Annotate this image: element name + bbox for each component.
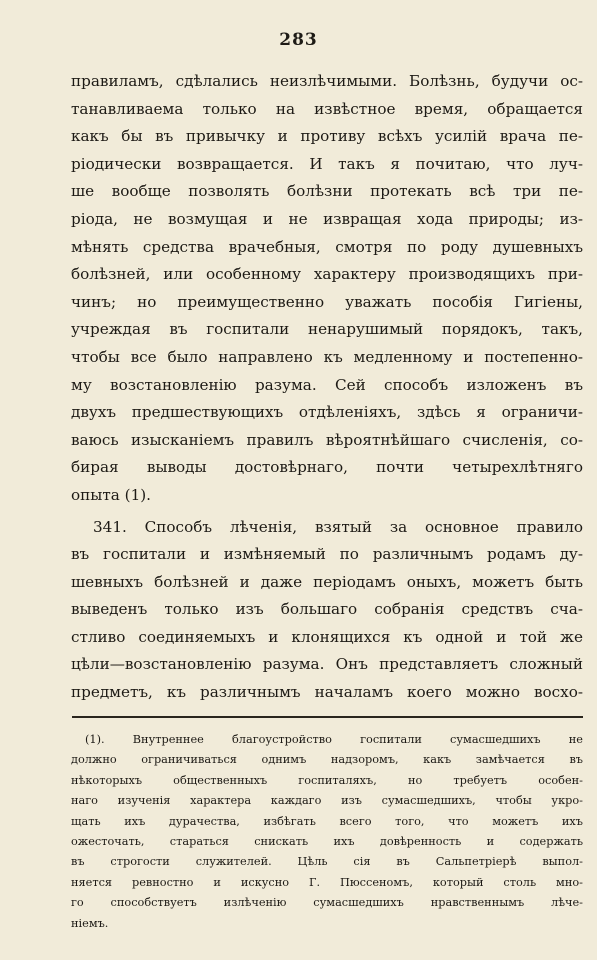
text-line: двухъ предшествующихъ отдѣленіяхъ, здѣсь я ограничи-: [71, 403, 583, 422]
text-line: выведенъ только изъ большаго собранія средствъ сча-: [71, 600, 583, 619]
text-line: шевныхъ болѣзней и даже періодамъ оныхъ, можетъ быть: [71, 572, 583, 591]
text-line: ріода, не возмущая и не извращая хода природы; из-: [71, 209, 583, 228]
footnote-line: го способствуетъ излѣченію сумасшедшихъ нравственнымъ лѣче-: [71, 896, 583, 910]
footnote-line: должно ограничиваться однимъ надзоромъ, какъ замѣчается въ: [71, 753, 583, 767]
text-line: ше вообще позволять болѣзни протекать всѣ три пе-: [71, 182, 583, 201]
main-text: [71, 68, 583, 707]
footnote-line: нѣкоторыхъ общественныхъ госпиталяхъ, но требуетъ особен-: [71, 773, 583, 787]
text-line: бирая выводы достовѣрнаго, почти четырехлѣтняго: [71, 458, 583, 477]
page-number: 283: [279, 30, 318, 50]
text-line: болѣзней, или особенному характеру производящихъ при-: [71, 265, 583, 284]
text-line: ріодически возвращается. И такъ я почитаю, что луч-: [71, 154, 583, 173]
text-line: ваюсь изысканіемъ правилъ вѣроятнѣйшаго счисленія, со-: [71, 430, 583, 449]
text-line: чинъ; но преимущественно уважать пособія Гигіены,: [71, 292, 583, 311]
footnote-line: ожесточать, стараться снискать ихъ довѣренность и содержать: [71, 834, 583, 848]
text-line: му возстановленію разума. Сей способъ изложенъ въ: [71, 375, 583, 394]
footnote-line: (1). Внутреннее благоустройство госпитали сумасшедшихъ не: [85, 733, 583, 746]
paragraph-1: [71, 68, 583, 510]
text-line: предметъ, къ различнымъ началамъ коего можно восхо-: [71, 683, 583, 702]
paragraph-2: [71, 514, 583, 707]
footnote-line: щать ихъ дурачества, избѣгать всего того, что можетъ ихъ: [71, 814, 583, 828]
text-line: чтобы все было направлено къ медленному и постепенно-: [71, 347, 583, 366]
footnote-line: въ строгости служителей. Цѣль сія въ Сальпетріерѣ выпол-: [71, 855, 583, 869]
text-line: стливо соединяемыхъ и клонящихся къ одной и той же: [71, 627, 583, 646]
text-line: въ госпитали и измѣняемый по различнымъ родамъ ду-: [71, 545, 583, 564]
text-line: цѣли—возстановленію разума. Онъ представляетъ сложный: [71, 655, 583, 674]
text-line: учреждая въ госпитали ненарушимый порядокъ, такъ,: [71, 320, 583, 339]
footnote-divider: [72, 716, 583, 718]
footnote-line: ніемъ.: [71, 916, 109, 930]
footnote-line: няется ревностно и искусно Г. Пюссеномъ, который столь мно-: [71, 875, 583, 889]
footnote: [71, 730, 583, 934]
text-line: 341. Способъ лѣченія, взятый за основное правило: [93, 517, 583, 536]
text-line: какъ бы въ привычку и противу всѣхъ усилій врача пе-: [71, 127, 583, 146]
text-line: танавливаема только на извѣстное время, обращается: [71, 99, 583, 118]
text-line: мѣнять средства врачебныя, смотря по роду душевныхъ: [71, 237, 583, 256]
text-line: опыта (1).: [71, 485, 151, 504]
text-line: правиламъ, сдѣлались неизлѣчимыми. Болѣзнь, будучи ос-: [71, 72, 583, 90]
footnote-line: наго изученія характера каждаго изъ сумасшедшихъ, чтобы укро-: [71, 794, 583, 808]
